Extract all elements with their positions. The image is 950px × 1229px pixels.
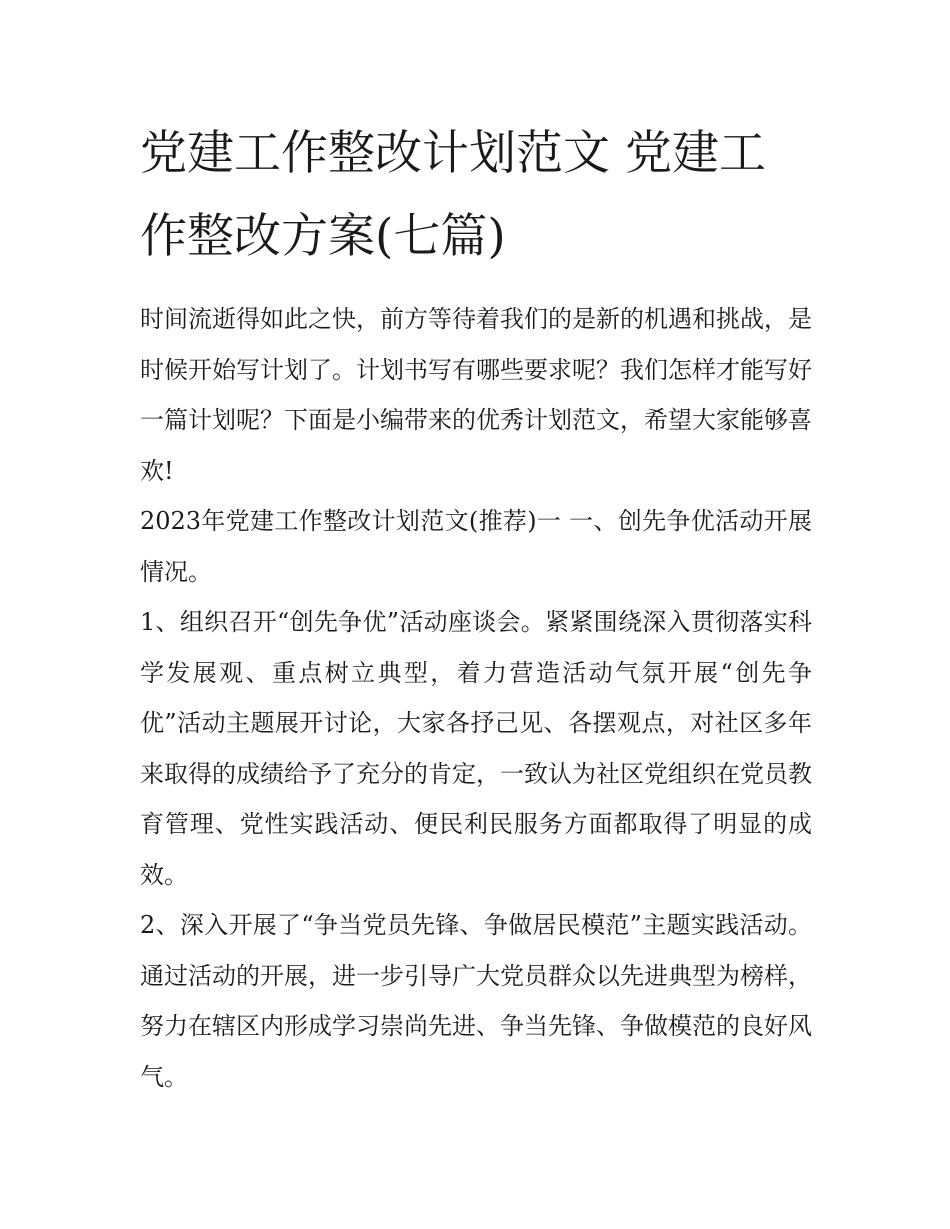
intro-paragraph: 时间流逝得如此之快，前方等待着我们的是新的机遇和挑战，是时候开始写计划了。计划书写有哪些要求呢？我们怎样才能写好一篇计划呢？下面是小编带来的优秀计划范文，希望大家能够喜欢! [140, 305, 812, 485]
document-page [140, 112, 812, 1102]
document-title: 党建工作整改计划范文 党建工作整改方案(七篇) [140, 126, 766, 264]
section-heading-paragraph: 2023年党建工作整改计划范文(推荐)一 一、创先争优活动开展情况。 [140, 507, 812, 586]
item-2-paragraph: 2、深入开展了“争当党员先锋、争做居民模范”主题实践活动。通过活动的开展，进一步引导广大党员群众以先进典型为榜样，努力在辖区内形成学习崇尚先进、争当先锋、争做模范的良好风气。 [140, 911, 812, 1091]
item-1-paragraph: 1、组织召开“创先争优”活动座谈会。紧紧围绕深入贯彻落实科学发展观、重点树立典型，着力营造活动气氛开展“创先争优”活动主题展开讨论，大家各抒己见、各摆观点，对社区多年来取得的成绩给予了充分的肯定，一致认为社区党组织在党员教育管理、党性实践活动、便民利民服务方面都取得了明显的成效。 [140, 608, 812, 889]
